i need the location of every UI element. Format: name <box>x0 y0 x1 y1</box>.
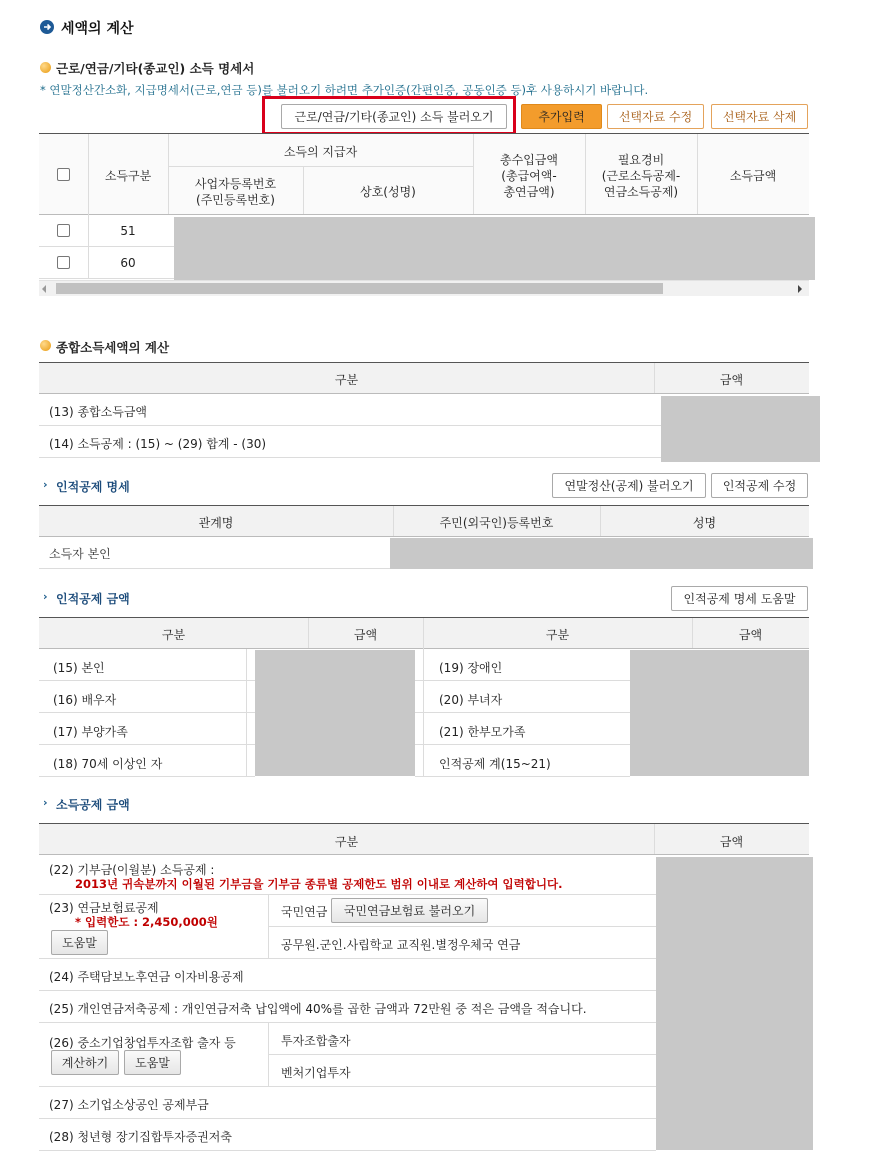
col-company: 상호(성명) <box>360 185 416 199</box>
redacted-area <box>656 857 813 1150</box>
col-income-type: 소득구분 <box>104 169 152 183</box>
col-bizno: 사업자등록번호 <box>194 177 277 191</box>
redacted-area <box>630 650 809 776</box>
tax-row-label: (14) 소득공제 : (15) ~ (29) 합계 - (30) <box>49 437 267 451</box>
scroll-left-icon[interactable] <box>42 285 46 293</box>
edit-selected-button[interactable]: 선택자료 수정 <box>607 104 704 129</box>
col-payer: 소득의 지급자 <box>283 145 358 159</box>
col-amount: 금액 <box>738 628 763 642</box>
bullet-icon <box>40 62 51 73</box>
tax-row-label: (13) 종합소득금액 <box>49 405 147 419</box>
r22-note: 2013년 귀속분까지 이월된 기부금을 기부금 종류별 공제한도 범위 이내로 계산하여 입력합니다. <box>75 877 563 891</box>
deduction-label: (20) 부녀자 <box>439 693 503 707</box>
income-deduction-title: 소득공제 금액 <box>56 798 130 812</box>
col-category: 구분 <box>334 835 359 849</box>
col-expense-l2: (근로소득공제- <box>601 169 681 183</box>
section-header-icon <box>40 20 54 34</box>
delete-selected-button[interactable]: 선택자료 삭제 <box>711 104 808 129</box>
col-expense-l3: 연금소득공제) <box>603 185 679 199</box>
col-amount: 금액 <box>719 835 744 849</box>
row-checkbox[interactable] <box>57 224 70 237</box>
redacted-area <box>390 538 813 569</box>
public-pension-label: 공무원.군인.사립학교 교직원.별정우체국 연금 <box>281 938 521 952</box>
r28-label: (28) 청년형 장기집합투자증권저축 <box>49 1130 232 1144</box>
deduction-label: (18) 70세 이상인 자 <box>53 757 163 771</box>
col-total-l3: 총연금액) <box>503 185 555 199</box>
r23-limit: * 입력한도 : 2,450,000원 <box>75 915 218 929</box>
deduction-label: (19) 장애인 <box>439 661 503 675</box>
r23-label: (23) 연금보험료공제 <box>49 901 159 915</box>
scrollbar-thumb[interactable] <box>56 283 663 294</box>
r26-label: (26) 중소기업창업투자조합 출자 등 <box>49 1036 236 1050</box>
col-expense-l1: 필요경비 <box>617 153 665 167</box>
deduction-label: (15) 본인 <box>53 661 105 675</box>
col-bizno-sub: (주민등록번호) <box>196 193 275 207</box>
col-amount: 금액 <box>719 373 744 387</box>
col-category: 구분 <box>334 373 359 387</box>
national-pension-label: 국민연금 <box>281 905 328 919</box>
chevron-right-icon: › <box>43 796 48 809</box>
deduction-label: (17) 부양가족 <box>53 725 128 739</box>
col-total-l1: 총수입금액 <box>500 153 558 167</box>
income-section-title: 근로/연금/기타(종교인) 소득 명세서 <box>56 61 255 76</box>
venture-investment-label: 벤처기업투자 <box>281 1066 351 1080</box>
fund-investment-label: 투자조합출자 <box>281 1034 351 1048</box>
col-total-l2: (총급여액- <box>501 169 557 183</box>
relation-cell: 소득자 본인 <box>49 547 111 561</box>
row-checkbox[interactable] <box>57 256 70 269</box>
col-category: 구분 <box>545 628 570 642</box>
personal-details-title: 인적공제 명세 <box>56 480 130 494</box>
r27-label: (27) 소기업소상공인 공제부금 <box>49 1098 209 1112</box>
chevron-right-icon: › <box>43 590 48 603</box>
bullet-icon <box>40 340 51 351</box>
calculate-button[interactable]: 계산하기 <box>51 1050 119 1075</box>
add-input-button[interactable]: 추가입력 <box>521 104 602 129</box>
investment-help-button[interactable]: 도움말 <box>124 1050 181 1075</box>
col-relation: 관계명 <box>198 516 234 530</box>
deduction-label: (16) 배우자 <box>53 693 117 707</box>
col-category: 구분 <box>161 628 186 642</box>
redacted-area <box>255 650 415 776</box>
r25-label: (25) 개인연금저축공제 : 개인연금저축 납입액에 40%를 곱한 금액과 72만원 중 적은 금액을 적습니다. <box>49 1002 587 1016</box>
redacted-area <box>174 217 815 280</box>
redacted-area <box>661 396 820 462</box>
tax-calc-title: 종합소득세액의 계산 <box>56 340 170 355</box>
load-income-button[interactable]: 근로/연금/기타(종교인) 소득 불러오기 <box>281 104 507 129</box>
col-resident-no: 주민(외국인)등록번호 <box>439 516 554 530</box>
personal-help-button[interactable]: 인적공제 명세 도움말 <box>671 586 808 611</box>
load-national-pension-button[interactable]: 국민연금보험료 불러오기 <box>331 898 488 923</box>
edit-personal-button[interactable]: 인적공제 수정 <box>711 473 808 498</box>
page-title: 세액의 계산 <box>61 21 134 37</box>
row-income-type: 60 <box>120 256 136 270</box>
deduction-label: (21) 한부모가족 <box>439 725 526 739</box>
load-year-end-button[interactable]: 연말정산(공제) 불러오기 <box>552 473 706 498</box>
chevron-right-icon: › <box>43 478 48 491</box>
personal-amount-title: 인적공제 금액 <box>56 592 130 606</box>
horizontal-scrollbar[interactable] <box>39 280 809 296</box>
r24-label: (24) 주택담보노후연금 이자비용공제 <box>49 970 244 984</box>
row-income-type: 51 <box>120 224 136 238</box>
deduction-label: 인적공제 계(15~21) <box>439 757 551 771</box>
col-amount: 금액 <box>353 628 378 642</box>
col-income-amount: 소득금액 <box>729 169 777 183</box>
col-name: 성명 <box>692 516 717 530</box>
scroll-right-icon[interactable] <box>798 285 802 293</box>
pension-help-button[interactable]: 도움말 <box>51 930 108 955</box>
r22-label: (22) 기부금(이월분) 소득공제 : <box>49 863 215 877</box>
select-all-checkbox[interactable] <box>57 168 70 181</box>
notice-text: * 연말정산간소화, 지급명세서(근로,연금 등)를 불러오기 하려면 추가인증(간편인증, 공동인증 등)후 사용하시기 바랍니다. <box>40 83 649 97</box>
